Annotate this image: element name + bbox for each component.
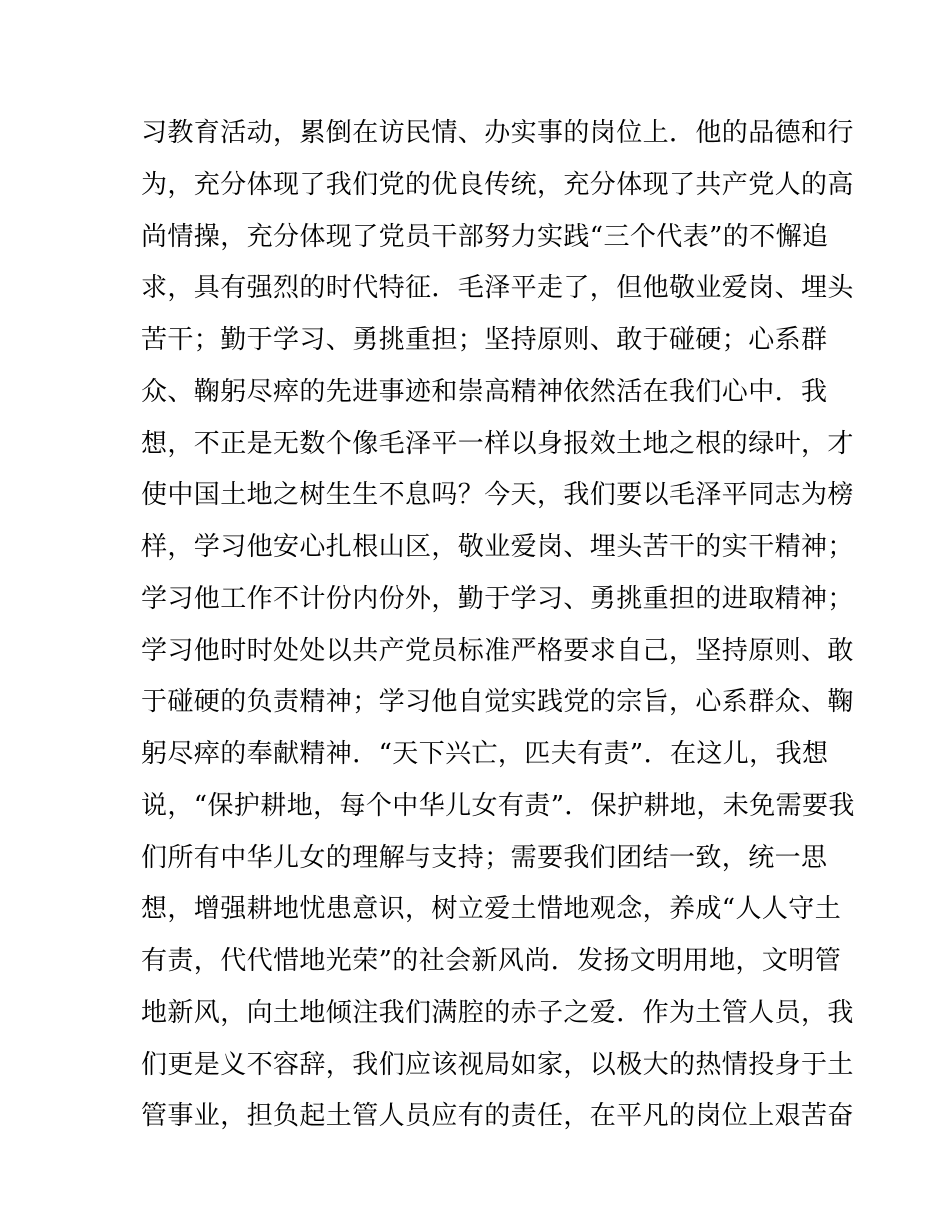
text-line-1: 习教育活动，累倒在访民情、办实事的岗位上．他的品德和行 [141, 118, 854, 148]
text-line-10: 学习他工作不计份内份外，勤于学习、勇挑重担的进取精神； [141, 583, 854, 614]
text-line-5: 苦干；勤于学习、勇挑重担；坚持原则、敢于碰硬；心系群 [141, 325, 828, 355]
text-line-17: 有责，代代惜地光荣”的社会新风尚．发扬文明用地，文明管 [141, 946, 842, 976]
text-line-8: 使中国土地之树生生不息吗？今天，我们要以毛泽平同志为榜 [141, 480, 854, 511]
text-line-18: 地新风，向土地倾注我们满腔的赤子之爱．作为土管人员，我 [141, 997, 854, 1028]
text-line-16: 想，增强耕地忧患意识，树立爱土惜地观念，养成“人人守土 [141, 894, 842, 925]
body-text [141, 108, 855, 1143]
text-line-20: 管事业，担负起土管人员应有的责任，在平凡的岗位上艰苦奋 [141, 1101, 854, 1132]
text-line-11: 学习他时时处处以共产党员标准严格要求自己，坚持原则、敢 [141, 635, 854, 666]
text-line-7: 想，不正是无数个像毛泽平一样以身报效土地之根的绿叶，才 [141, 428, 854, 459]
text-line-9: 样，学习他安心扎根山区，敬业爱岗、埋头苦干的实干精神； [141, 532, 854, 562]
text-line-2: 为，充分体现了我们党的优良传统，充分体现了共产党人的高 [141, 169, 854, 200]
text-line-14: 说，“保护耕地，每个中华儿女有责”．保护耕地，未免需要我 [141, 790, 855, 821]
text-line-12: 于碰硬的负责精神；学习他自觉实践党的宗旨，心系群众、鞠 [141, 687, 854, 718]
text-line-6: 众、鞠躬尽瘁的先进事迹和崇高精神依然活在我们心中．我 [141, 376, 828, 407]
text-line-19: 们更是义不容辞，我们应该视局如家，以极大的热情投身于土 [141, 1049, 854, 1080]
text-line-3: 尚情操，充分体现了党员干部努力实践“三个代表”的不懈追 [141, 221, 829, 252]
text-line-13: 躬尽瘁的奉献精神．“天下兴亡，匹夫有责”．在这儿，我想 [141, 739, 829, 769]
text-line-4: 求，具有强烈的时代特征．毛泽平走了，但他敬业爱岗、埋头 [141, 273, 854, 304]
text-line-15: 们所有中华儿女的理解与支持；需要我们团结一致，统一思 [141, 842, 828, 873]
